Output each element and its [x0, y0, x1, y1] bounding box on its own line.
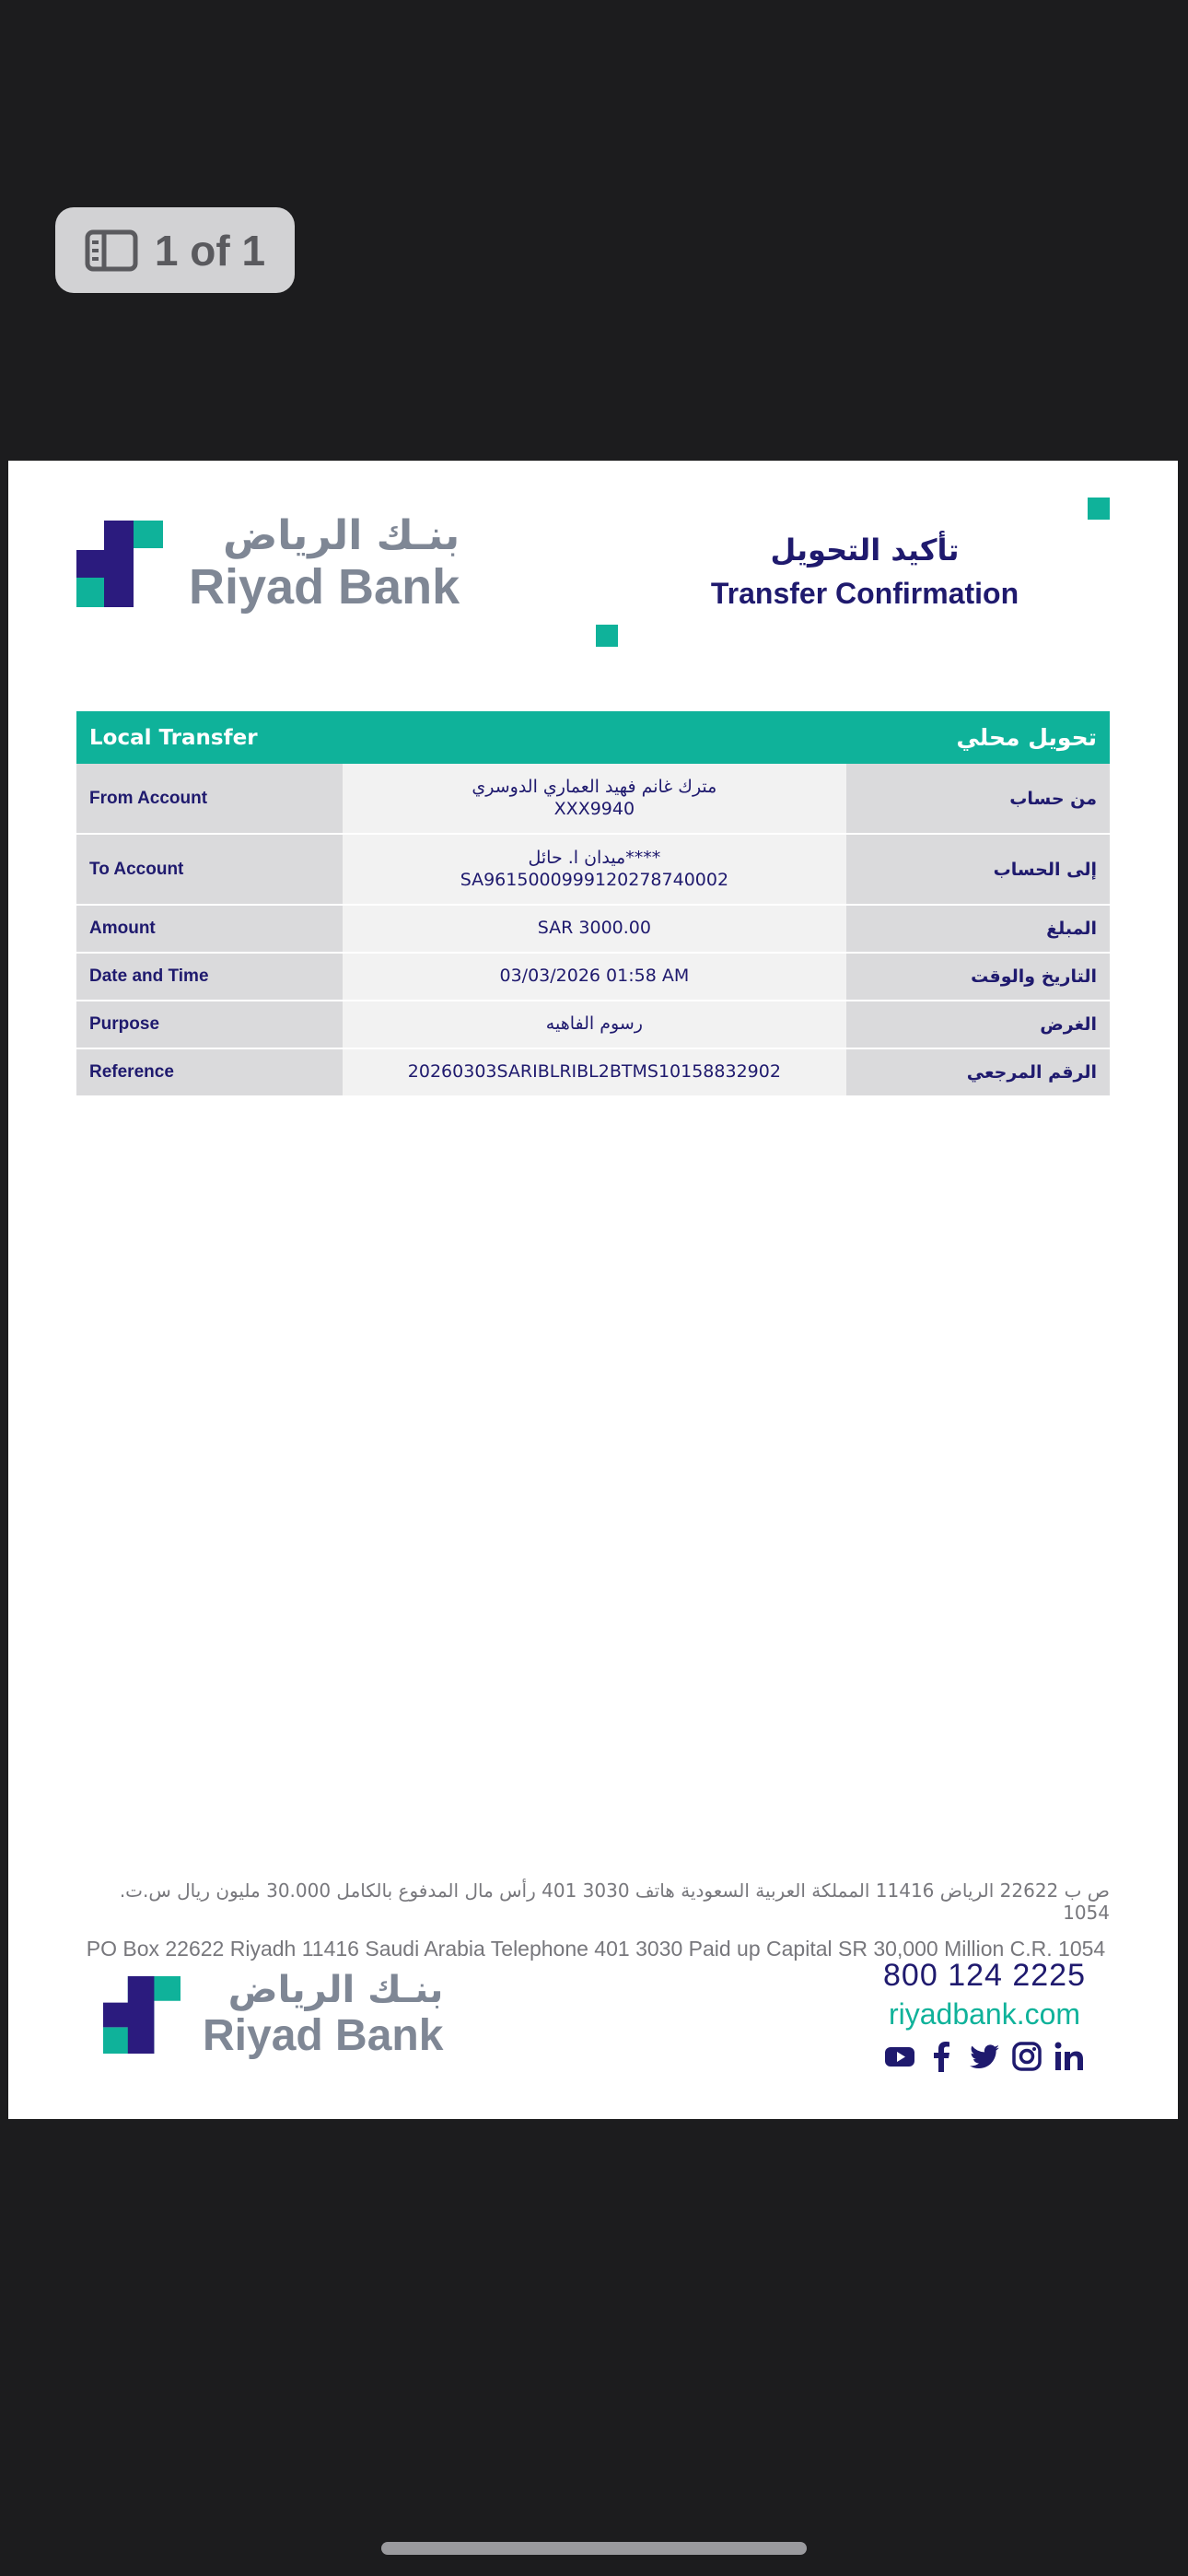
- table-row-date-time: [76, 954, 1110, 1001]
- logo-english-text: Riyad Bank: [203, 2011, 444, 2060]
- page-indicator-button[interactable]: [55, 207, 295, 293]
- facebook-icon[interactable]: [926, 2041, 958, 2072]
- table-row-reference: [76, 1049, 1110, 1097]
- address-arabic: ص ب 22622 الرياض 11416 المملكة العربية السعودية هاتف 3030 401 رأس مال المدفوع بالكامل 30.000 مليون ريال س.ت. 1054: [119, 1879, 1110, 1924]
- reference-value: 20260303SARIBLRIBL2BTMS10158832902: [343, 1049, 846, 1097]
- row-label-english: Date and Time: [76, 954, 343, 1001]
- logo-mark-icon: [103, 1976, 181, 2054]
- row-label-english: To Account: [76, 835, 343, 906]
- row-label-arabic: المبلغ: [846, 906, 1110, 954]
- social-links: [883, 2041, 1086, 2072]
- page-indicator-label: 1 of 1: [154, 226, 266, 275]
- heading-spacer: [343, 711, 846, 764]
- logo-mark-icon: [76, 521, 163, 607]
- decorative-square: [596, 625, 618, 647]
- from-account-name: مترك غانم فهيد العماري الدوسري: [472, 776, 717, 797]
- footer-address: [82, 1879, 1110, 1961]
- from-account-number: XXX9940: [553, 798, 635, 819]
- to-account-iban: SA9615000999120278740002: [460, 869, 729, 890]
- table-row-amount: [76, 906, 1110, 954]
- table-header-row: [76, 711, 1110, 764]
- row-label-english: From Account: [76, 764, 343, 835]
- table-row-to-account: [76, 835, 1110, 906]
- website-link[interactable]: riyadbank.com: [888, 1997, 1081, 2031]
- instagram-icon[interactable]: [1011, 2041, 1042, 2072]
- youtube-icon[interactable]: [884, 2041, 915, 2072]
- row-label-english: Amount: [76, 906, 343, 954]
- decorative-square: [1088, 498, 1110, 520]
- to-account-name: ميدان ا. حائل****: [528, 847, 661, 868]
- logo-english-text: Riyad Bank: [189, 559, 460, 615]
- row-label-arabic: الرقم المرجعي: [846, 1049, 1110, 1097]
- sidebar-icon: [85, 229, 138, 272]
- logo-arabic-text: بنـك الرياض: [227, 1969, 444, 2011]
- riyad-bank-logo: [76, 512, 460, 615]
- heading-arabic: تحويل محلي: [956, 724, 1097, 751]
- phone-number[interactable]: 800 124 2225: [883, 1958, 1086, 1993]
- amount-value: SAR 3000.00: [343, 906, 846, 954]
- linkedin-icon[interactable]: [1054, 2041, 1085, 2072]
- row-value: [343, 835, 846, 906]
- title-english: Transfer Confirmation: [710, 577, 1019, 610]
- table-row-from-account: [76, 764, 1110, 835]
- row-label-arabic: التاريخ والوقت: [846, 954, 1110, 1001]
- date-time-value: 03/03/2026 01:58 AM: [343, 954, 846, 1001]
- row-label-english: Reference: [76, 1049, 343, 1097]
- transfer-details-table: [76, 711, 1110, 1097]
- document-page: [8, 461, 1178, 2119]
- table-row-purpose: [76, 1001, 1110, 1049]
- title-arabic: تأكيد التحويل: [770, 533, 960, 568]
- contact-block: [883, 1958, 1086, 2072]
- document-title: [616, 533, 1113, 611]
- row-label-arabic: الغرض: [846, 1001, 1110, 1049]
- row-label-arabic: من حساب: [846, 764, 1110, 835]
- heading-english: Local Transfer: [89, 725, 258, 750]
- row-value: [343, 764, 846, 835]
- twitter-icon[interactable]: [969, 2041, 1000, 2072]
- row-label-arabic: إلى الحساب: [846, 835, 1110, 906]
- home-indicator[interactable]: [381, 2542, 807, 2555]
- footer-logo: [103, 1969, 444, 2060]
- purpose-value: رسوم الفاهيه: [343, 1001, 846, 1049]
- address-english: PO Box 22622 Riyadh 11416 Saudi Arabia Telephone 401 3030 Paid up Capital SR 30,000 Million C.R. 1054: [86, 1937, 1106, 1961]
- row-label-english: Purpose: [76, 1001, 343, 1049]
- logo-arabic-text: بنـك الرياض: [223, 512, 460, 559]
